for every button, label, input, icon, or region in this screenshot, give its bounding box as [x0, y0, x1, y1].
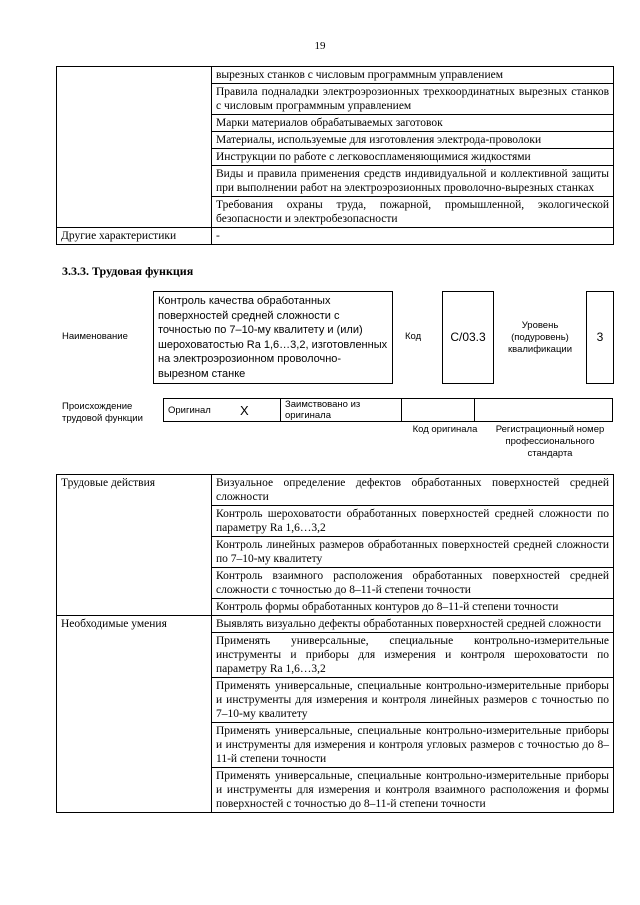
original-mark: X — [236, 399, 281, 422]
action-item: Контроль формы обработанных контуров до 8–11-й степени точности — [212, 599, 614, 616]
function-name-box: Контроль качества обработанных поверхностей средней сложности с точностью по 7–10-му квалитету и (или) шероховатостью Ra 1,6…3,2, изготовленных на электроэрозионном проволочно-вырезном станке — [153, 291, 393, 384]
action-item: Визуальное определение дефектов обработанных поверхностей средней сложности — [212, 475, 614, 506]
knowledge-label-cell — [57, 67, 212, 228]
skill-item: Применять универсальные, специальные контрольно-измерительные инструменты и приборы для измерения и контроля шероховатости по параметру Ra 1,6…3,2 — [212, 633, 614, 678]
skill-item: Применять универсальные, специальные контрольно-измерительные приборы и инструменты для измерения и контроля взаимного расположения и формы поверхностей с точностью до 8–11-й степени точности — [212, 768, 614, 813]
knowledge-item: Виды и правила применения средств индивидуальной и коллективной защиты при выполнении работ на электроэрозионных проволочно-вырезных станках — [212, 166, 614, 197]
knowledge-item: Инструкции по работе с легковоспламеняющимися жидкостями — [212, 149, 614, 166]
skill-item: Применять универсальные, специальные контрольно-измерительные приборы и инструменты для измерения и контроля линейных размеров с точностью по 7–10-му квалитету — [212, 678, 614, 723]
level-value-box: 3 — [586, 291, 614, 384]
knowledge-table — [56, 66, 614, 245]
action-item: Контроль взаимного расположения обработанных поверхностей средней сложности с точностью до 8–11-й степени точности — [212, 568, 614, 599]
action-item: Контроль линейных размеров обработанных поверхностей средней сложности по 7–10-му квалитету — [212, 537, 614, 568]
knowledge-item: Материалы, используемые для изготовления электрода-проволоки — [212, 132, 614, 149]
section-heading: 3.3.3. Трудовая функция — [62, 264, 194, 278]
borrowed-label: Заимствовано из оригинала — [281, 399, 402, 422]
other-characteristics-label: Другие характеристики — [57, 228, 212, 245]
actions-label: Трудовые действия — [57, 475, 212, 616]
registration-number-cell — [475, 399, 613, 422]
knowledge-item: Правила подналадки электроэрозионных трехкоординатных вырезных станков с числовым программным управлением — [212, 84, 614, 115]
action-item: Контроль шероховатости обработанных поверхностей средней сложности по параметру Ra 1,6…3,2 — [212, 506, 614, 537]
page-number: 19 — [314, 40, 326, 52]
knowledge-item: вырезных станков с числовым программным управлением — [212, 67, 614, 84]
original-code-cell — [402, 399, 475, 422]
name-label: Наименование — [62, 331, 128, 342]
origin-table — [163, 398, 613, 422]
table-row — [57, 67, 614, 84]
table-row — [57, 616, 614, 633]
other-characteristics-value: - — [212, 228, 614, 245]
table-row — [57, 475, 614, 506]
level-label: Уровень (подуровень) квалификации — [507, 320, 573, 355]
knowledge-item: Марки материалов обрабатываемых заготовок — [212, 115, 614, 132]
table-row — [57, 228, 614, 245]
code-label: Код — [405, 331, 422, 342]
function-code-box: C/03.3 — [442, 291, 494, 384]
function-details-table — [56, 474, 614, 813]
original-label: Оригинал — [164, 399, 237, 422]
skill-item: Применять универсальные, специальные контрольно-измерительные приборы и инструменты для измерения и контроля угловых размеров с точностью до 8–11-й степени точности — [212, 723, 614, 768]
code-caption: Код оригинала — [412, 424, 478, 435]
table-row — [164, 399, 613, 422]
registration-caption: Регистрационный номер профессионального стандарта — [495, 424, 605, 459]
origin-label: Происхождение трудовой функции — [62, 401, 143, 424]
skill-item: Выявлять визуально дефекты обработанных поверхностей средней сложности — [212, 616, 614, 633]
skills-label: Необходимые умения — [57, 616, 212, 813]
knowledge-item: Требования охраны труда, пожарной, промышленной, экологической безопасности и электробезопасности — [212, 197, 614, 228]
